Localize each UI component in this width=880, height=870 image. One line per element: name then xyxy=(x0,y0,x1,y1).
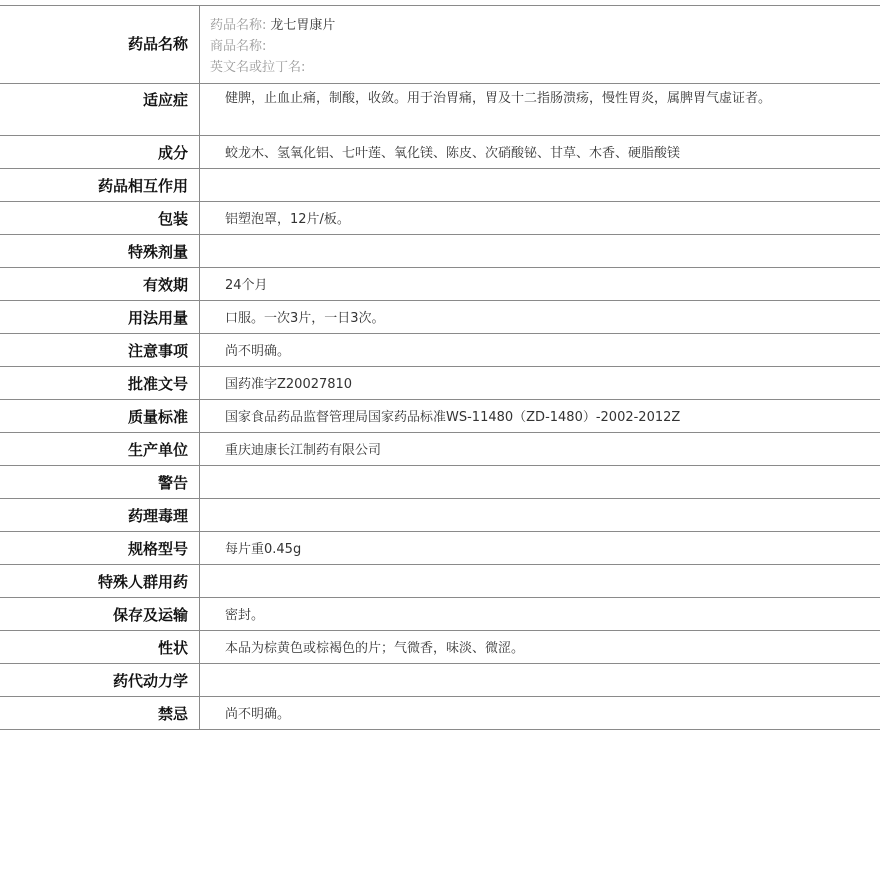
row-appearance xyxy=(0,631,880,664)
row-value: 尚不明确。 xyxy=(225,344,291,359)
row-label: 批准文号 xyxy=(0,367,200,399)
row-value xyxy=(200,664,880,696)
trade-name-line xyxy=(210,36,790,57)
row-value: 尚不明确。 xyxy=(225,707,291,722)
row-shelf-life xyxy=(0,268,880,301)
drug-spec-table xyxy=(0,5,880,730)
row-label: 禁忌 xyxy=(0,697,200,729)
row-value: 健脾，止血止痛，制酸，收敛。用于治胃痛，胃及十二指肠溃疡，慢性胃炎，属脾胃气虚证者。 xyxy=(225,91,772,106)
row-label: 有效期 xyxy=(0,268,200,300)
row-label: 保存及运输 xyxy=(0,598,200,630)
row-label: 注意事项 xyxy=(0,334,200,366)
row-value xyxy=(200,169,880,201)
row-label: 药品相互作用 xyxy=(0,169,200,201)
row-value: 蛟龙木、氢氧化铝、七叶莲、氧化镁、陈皮、次硝酸铋、甘草、木香、硬脂酸镁 xyxy=(225,146,681,161)
row-precautions xyxy=(0,334,880,367)
row-value xyxy=(200,499,880,531)
row-value xyxy=(200,565,880,597)
generic-name-label: 药品名称: xyxy=(210,18,267,33)
row-label: 规格型号 xyxy=(0,532,200,564)
row-value: 24个月 xyxy=(225,278,268,293)
row-warning xyxy=(0,466,880,499)
row-value xyxy=(200,466,880,498)
row-label: 性状 xyxy=(0,631,200,663)
row-label: 用法用量 xyxy=(0,301,200,333)
row-approval-number xyxy=(0,367,880,400)
row-pharmacokinetics xyxy=(0,664,880,697)
english-name-label: 英文名或拉丁名: xyxy=(210,60,306,75)
row-contraindications xyxy=(0,697,880,730)
row-interactions xyxy=(0,169,880,202)
row-value: 铝塑泡罩，12片/板。 xyxy=(225,212,350,227)
row-label: 质量标准 xyxy=(0,400,200,432)
row-value: 重庆迪康长江制药有限公司 xyxy=(225,443,382,458)
row-label: 适应症 xyxy=(0,84,200,135)
row-value: 本品为棕黄色或棕褐色的片；气微香，味淡、微涩。 xyxy=(225,641,525,656)
row-value: 国家食品药品监督管理局国家药品标准WS-11480（ZD-1480）-2002-2012Z xyxy=(225,410,681,425)
row-manufacturer xyxy=(0,433,880,466)
row-label: 警告 xyxy=(0,466,200,498)
row-label: 特殊剂量 xyxy=(0,235,200,267)
row-ingredients xyxy=(0,136,880,169)
row-label: 生产单位 xyxy=(0,433,200,465)
row-usage-dosage xyxy=(0,301,880,334)
row-packaging xyxy=(0,202,880,235)
row-indications xyxy=(0,84,880,136)
row-value: 密封。 xyxy=(225,608,265,623)
row-quality-standard xyxy=(0,400,880,433)
row-label: 包装 xyxy=(0,202,200,234)
row-specification xyxy=(0,532,880,565)
row-value xyxy=(200,235,880,267)
row-storage-transport xyxy=(0,598,880,631)
row-label: 特殊人群用药 xyxy=(0,565,200,597)
drug-name-cell xyxy=(200,6,880,83)
row-label: 成分 xyxy=(0,136,200,168)
row-label: 药理毒理 xyxy=(0,499,200,531)
row-pharmacology xyxy=(0,499,880,532)
row-drug-name xyxy=(0,6,880,84)
row-special-populations xyxy=(0,565,880,598)
row-label: 药代动力学 xyxy=(0,664,200,696)
generic-name-line xyxy=(210,15,790,36)
row-value: 口服。一次3片，一日3次。 xyxy=(225,311,385,326)
trade-name-label: 商品名称: xyxy=(210,39,267,54)
english-name-line xyxy=(210,57,790,78)
row-special-dosage xyxy=(0,235,880,268)
row-value: 每片重0.45g xyxy=(225,542,302,557)
row-label-drug-name: 药品名称 xyxy=(0,6,200,83)
generic-name-value: 龙七胃康片 xyxy=(270,18,336,33)
row-value: 国药准字Z20027810 xyxy=(225,377,353,392)
